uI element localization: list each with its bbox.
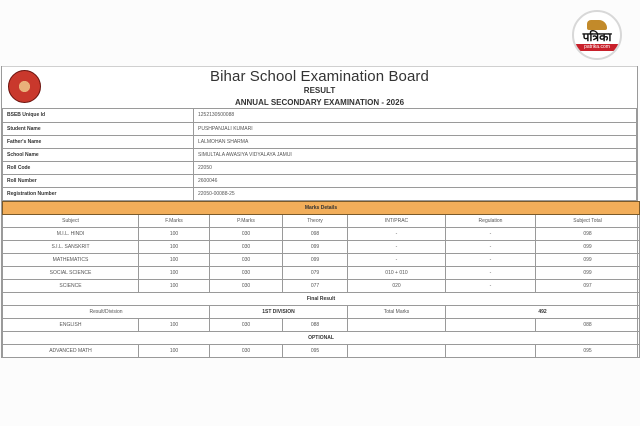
marks-cell: 100 [139,318,210,331]
marks-cell: 100 [139,266,210,279]
marks-cell: - [348,253,446,266]
marks-cell: 079 [283,266,348,279]
marks-cell: - [348,240,446,253]
info-value: SIMULTALA AWASIYA VIDYALAYA JAMUI [194,148,637,161]
marks-cell: 099 [283,253,348,266]
info-label: Father's Name [3,135,194,148]
student-info-row [3,187,637,200]
marks-cell: ENGLISH [3,318,139,331]
optional-header [3,331,640,344]
marks-cell: 020 [348,279,446,292]
optional-title: OPTIONAL [3,331,640,344]
info-label: School Name [3,148,194,161]
marks-cell: 099 [536,240,640,253]
lion-emblem-icon [587,20,607,30]
marks-cell: 098 [283,227,348,240]
info-value: LALMOHAN SHARMA [194,135,637,148]
marks-cell: - [446,240,536,253]
marks-cell: 100 [139,279,210,292]
subject-row [3,266,640,279]
info-label: Registration Number [3,187,194,200]
marks-cell: - [348,227,446,240]
marks-cell: - [446,253,536,266]
marks-cell: 077 [283,279,348,292]
column-header: Subject [3,214,139,227]
marks-details-header [3,201,640,214]
optional-row [3,344,640,357]
marks-cell: SOCIAL SCIENCE [3,266,139,279]
student-info-row [3,109,637,122]
marks-cell: 095 [536,344,640,357]
marks-cell: 099 [283,240,348,253]
column-header: Regulation [446,214,536,227]
column-header: INT/PRAC [348,214,446,227]
student-info-row [3,148,637,161]
marks-cell: 088 [536,318,640,331]
marks-cell: 030 [210,318,283,331]
bseb-seal-icon [8,70,41,103]
student-info-row [3,122,637,135]
total-marks-label: Total Marks [348,305,446,318]
marks-cell: 088 [283,318,348,331]
info-value: 1252130500088 [194,109,637,122]
final-result-row [3,305,640,318]
student-info-row [3,135,637,148]
info-label: BSEB Unique Id [3,109,194,122]
board-name: Bihar School Examination Board [210,68,429,85]
marks-cell: 100 [139,344,210,357]
marks-cell: - [446,227,536,240]
student-info-row [3,174,637,187]
result-header [2,66,637,109]
subject-row [3,253,640,266]
info-label: Roll Code [3,161,194,174]
marks-cell: 095 [283,344,348,357]
column-header: F.Marks [139,214,210,227]
patrika-watermark-logo [572,10,622,60]
marks-cell: 100 [139,253,210,266]
result-sheet [1,66,638,358]
marks-cell [348,318,446,331]
marks-cell: - [446,266,536,279]
division-label: Result/Division [3,305,210,318]
marks-cell [446,344,536,357]
english-row [3,318,640,331]
marks-cell: 098 [536,227,640,240]
final-result-header [3,292,640,305]
marks-table [2,201,640,358]
marks-cell: 030 [210,344,283,357]
student-info-row [3,161,637,174]
marks-cell: M.I.L. HINDI [3,227,139,240]
column-header: Subject Total [536,214,640,227]
subject-row [3,240,640,253]
student-info-table [2,109,637,201]
document-type: RESULT [303,86,336,95]
final-result-title: Final Result [3,292,640,305]
subject-row [3,279,640,292]
column-header: Theory [283,214,348,227]
marks-cell: - [446,279,536,292]
marks-cell: 030 [210,227,283,240]
marks-cell: 100 [139,240,210,253]
column-header: P.Marks [210,214,283,227]
total-marks-value: 492 [446,305,640,318]
marks-cell: SCIENCE [3,279,139,292]
marks-cell: 099 [536,266,640,279]
info-label: Roll Number [3,174,194,187]
marks-cell [348,344,446,357]
marks-column-headers [3,214,640,227]
info-label: Student Name [3,122,194,135]
info-value: 22050-00088-25 [194,187,637,200]
patrika-domain-text: patrika.com [574,44,620,51]
marks-cell: S.I.L. SANSKRIT [3,240,139,253]
exam-name: ANNUAL SECONDARY EXAMINATION - 2026 [234,98,405,107]
patrika-brand-text: पत्रिका [582,29,612,44]
marks-details-title: Marks Details [3,201,640,214]
division-value: 1ST DIVISION [210,305,348,318]
marks-cell: 030 [210,240,283,253]
marks-cell: MATHEMATICS [3,253,139,266]
info-value: 22050 [194,161,637,174]
subject-row [3,227,640,240]
marks-cell: 097 [536,279,640,292]
marks-cell: 030 [210,279,283,292]
marks-cell: 030 [210,266,283,279]
info-value: PUSHPANJALI KUMARI [194,122,637,135]
marks-cell: 099 [536,253,640,266]
marks-cell: 100 [139,227,210,240]
marks-cell: 030 [210,253,283,266]
marks-cell [446,318,536,331]
info-value: 2600046 [194,174,637,187]
marks-cell: ADVANCED MATH [3,344,139,357]
marks-cell: 010 + 010 [348,266,446,279]
